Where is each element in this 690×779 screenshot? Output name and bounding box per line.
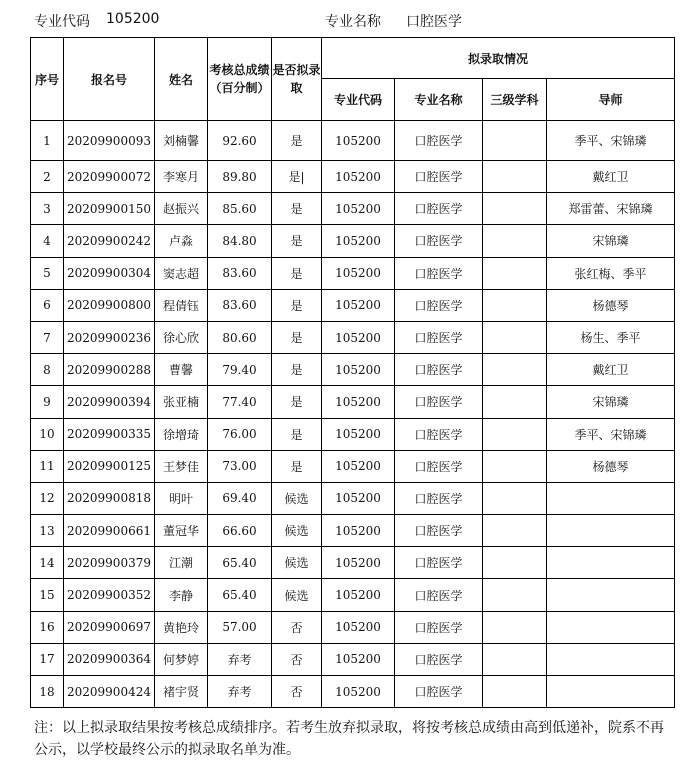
header-score: 考核总成绩（百分制）: [208, 38, 272, 121]
cell-seq: 1: [31, 121, 64, 161]
cell-sub-discipline: [483, 547, 547, 579]
cell-admitted: 是: [272, 321, 322, 353]
table-row: [31, 643, 675, 675]
cell-admitted: 是: [272, 289, 322, 321]
cell-major-code: 105200: [322, 225, 395, 257]
cell-seq: 5: [31, 257, 64, 289]
header-admitted: 是否拟录取: [272, 38, 322, 121]
table-row: [31, 289, 675, 321]
cell-admitted: 是: [272, 450, 322, 482]
cell-advisor: 张红梅、季平: [547, 257, 675, 289]
cell-admitted: 否: [272, 676, 322, 708]
cell-score: 80.60: [208, 321, 272, 353]
cell-sub-discipline: [483, 450, 547, 482]
cell-reg-no: 20209900242: [64, 225, 155, 257]
cell-score: 92.60: [208, 121, 272, 161]
cell-major-name: 口腔医学: [395, 193, 483, 225]
cell-name: 徐增琦: [155, 418, 208, 450]
table-row: [31, 321, 675, 353]
cell-seq: 3: [31, 193, 64, 225]
table-body: [31, 121, 675, 708]
cell-major-name: 口腔医学: [395, 321, 483, 353]
cell-advisor: 杨德琴: [547, 289, 675, 321]
cell-major-code: 105200: [322, 161, 395, 193]
cell-major-name: 口腔医学: [395, 482, 483, 514]
cell-advisor: [547, 547, 675, 579]
cell-advisor: 宋锦璘: [547, 386, 675, 418]
cell-seq: 14: [31, 547, 64, 579]
cell-advisor: [547, 515, 675, 547]
cell-seq: 17: [31, 643, 64, 675]
table-row: [31, 547, 675, 579]
header-advisor: 导师: [547, 79, 675, 121]
table-row: [31, 579, 675, 611]
cell-reg-no: 20209900424: [64, 676, 155, 708]
cell-reg-no: 20209900352: [64, 579, 155, 611]
cell-name: 张亚楠: [155, 386, 208, 418]
major-name-value: 口腔医学: [406, 14, 462, 30]
table-row: [31, 676, 675, 708]
footnote: 注：以上拟录取结果按考核总成绩排序。若考生放弃拟录取，将按考核总成绩由高到低递补，院系不再公示，以学校最终公示的拟录取名单为准。: [34, 720, 664, 758]
cell-sub-discipline: [483, 257, 547, 289]
cell-reg-no: 20209900661: [64, 515, 155, 547]
cell-major-code: 105200: [322, 643, 395, 675]
cell-sub-discipline: [483, 289, 547, 321]
cell-name: 窦志超: [155, 257, 208, 289]
cell-advisor: 季平、宋锦璘: [547, 418, 675, 450]
cell-major-code: 105200: [322, 482, 395, 514]
cell-seq: 18: [31, 676, 64, 708]
cell-sub-discipline: [483, 386, 547, 418]
cell-name: 王梦佳: [155, 450, 208, 482]
cell-reg-no: 20209900072: [64, 161, 155, 193]
cell-name: 程倩钰: [155, 289, 208, 321]
cell-seq: 4: [31, 225, 64, 257]
cell-major-name: 口腔医学: [395, 161, 483, 193]
cell-major-name: 口腔医学: [395, 354, 483, 386]
cell-reg-no: 20209900697: [64, 611, 155, 643]
cell-reg-no: 20209900800: [64, 289, 155, 321]
table-row: [31, 482, 675, 514]
cell-admitted: 候选: [272, 547, 322, 579]
cell-major-code: 105200: [322, 193, 395, 225]
cell-advisor: 杨德琴: [547, 450, 675, 482]
cell-name: 何梦婷: [155, 643, 208, 675]
cell-major-name: 口腔医学: [395, 121, 483, 161]
cell-reg-no: 20209900335: [64, 418, 155, 450]
cell-sub-discipline: [483, 611, 547, 643]
cell-major-code: 105200: [322, 579, 395, 611]
cell-reg-no: 20209900818: [64, 482, 155, 514]
document-header: [34, 11, 690, 31]
table-row: [31, 418, 675, 450]
cell-score: 57.00: [208, 611, 272, 643]
cell-advisor: [547, 676, 675, 708]
cell-advisor: 郑雷蕾、宋锦璘: [547, 193, 675, 225]
cell-seq: 7: [31, 321, 64, 353]
cell-admitted: 是: [272, 418, 322, 450]
cell-major-code: 105200: [322, 515, 395, 547]
table-row: [31, 225, 675, 257]
header-admission-group: 拟录取情况: [322, 38, 675, 79]
cell-name: 江潮: [155, 547, 208, 579]
cell-advisor: [547, 643, 675, 675]
table-row: [31, 386, 675, 418]
cell-seq: 9: [31, 386, 64, 418]
cell-major-name: 口腔医学: [395, 289, 483, 321]
cell-seq: 16: [31, 611, 64, 643]
cell-reg-no: 20209900236: [64, 321, 155, 353]
cell-sub-discipline: [483, 121, 547, 161]
cell-admitted: 是: [272, 121, 322, 161]
cell-major-code: 105200: [322, 418, 395, 450]
cell-name: 曹馨: [155, 354, 208, 386]
header-sub-discipline: 三级学科: [483, 79, 547, 121]
cell-admitted: 是: [272, 257, 322, 289]
header-major-code: 专业代码: [322, 79, 395, 121]
cell-admitted: 候选: [272, 515, 322, 547]
cell-score: 83.60: [208, 257, 272, 289]
table-row: [31, 257, 675, 289]
header-major-name: 专业名称: [395, 79, 483, 121]
cell-reg-no: 20209900364: [64, 643, 155, 675]
cell-admitted: 是: [272, 225, 322, 257]
cell-admitted: 候选: [272, 579, 322, 611]
cell-sub-discipline: [483, 161, 547, 193]
cell-seq: 6: [31, 289, 64, 321]
cell-admitted: 是: [272, 193, 322, 225]
cell-reg-no: 20209900125: [64, 450, 155, 482]
table-row: [31, 121, 675, 161]
cell-admitted: 否: [272, 611, 322, 643]
cell-sub-discipline: [483, 643, 547, 675]
cell-major-name: 口腔医学: [395, 418, 483, 450]
cell-name: 赵振兴: [155, 193, 208, 225]
cell-major-name: 口腔医学: [395, 547, 483, 579]
cell-sub-discipline: [483, 676, 547, 708]
cell-sub-discipline: [483, 515, 547, 547]
cell-score: 65.40: [208, 547, 272, 579]
cell-name: 董冠华: [155, 515, 208, 547]
table-row: [31, 450, 675, 482]
cell-score: 79.40: [208, 354, 272, 386]
cell-reg-no: 20209900093: [64, 121, 155, 161]
cell-major-code: 105200: [322, 354, 395, 386]
cell-admitted: 是: [272, 354, 322, 386]
cell-score: 77.40: [208, 386, 272, 418]
cell-major-name: 口腔医学: [395, 257, 483, 289]
cell-advisor: 杨生、季平: [547, 321, 675, 353]
cell-major-code: 105200: [322, 611, 395, 643]
cell-advisor: 宋锦璘: [547, 225, 675, 257]
cell-advisor: 戴红卫: [547, 354, 675, 386]
cell-major-code: 105200: [322, 450, 395, 482]
cell-advisor: 戴红卫: [547, 161, 675, 193]
major-code-label: 专业代码: [34, 14, 90, 30]
cell-score: 69.40: [208, 482, 272, 514]
cell-advisor: 季平、宋锦璘: [547, 121, 675, 161]
cell-reg-no: 20209900394: [64, 386, 155, 418]
cell-score: 84.80: [208, 225, 272, 257]
cell-admitted: 是|: [272, 161, 322, 193]
header-seq: 序号: [31, 38, 64, 121]
cell-advisor: [547, 482, 675, 514]
cell-major-code: 105200: [322, 321, 395, 353]
cell-name: 刘楠馨: [155, 121, 208, 161]
cell-major-code: 105200: [322, 676, 395, 708]
cell-score: 76.00: [208, 418, 272, 450]
cell-sub-discipline: [483, 225, 547, 257]
cell-seq: 13: [31, 515, 64, 547]
cell-name: 李寒月: [155, 161, 208, 193]
cell-sub-discipline: [483, 193, 547, 225]
cell-major-name: 口腔医学: [395, 643, 483, 675]
admission-table: [30, 37, 675, 708]
cell-sub-discipline: [483, 321, 547, 353]
cell-name: 黄艳玲: [155, 611, 208, 643]
cell-seq: 15: [31, 579, 64, 611]
major-name-label: 专业名称: [325, 14, 381, 30]
cell-major-code: 105200: [322, 386, 395, 418]
cell-major-name: 口腔医学: [395, 676, 483, 708]
cell-score: 弃考: [208, 643, 272, 675]
cell-name: 卢淼: [155, 225, 208, 257]
cell-sub-discipline: [483, 418, 547, 450]
cell-reg-no: 20209900150: [64, 193, 155, 225]
cell-name: 明叶: [155, 482, 208, 514]
cell-major-code: 105200: [322, 289, 395, 321]
cell-major-name: 口腔医学: [395, 386, 483, 418]
cell-score: 89.80: [208, 161, 272, 193]
cell-seq: 8: [31, 354, 64, 386]
major-code-value: 105200: [106, 11, 160, 27]
cell-score: 73.00: [208, 450, 272, 482]
table-row: [31, 193, 675, 225]
cell-advisor: [547, 611, 675, 643]
cell-major-name: 口腔医学: [395, 611, 483, 643]
cell-seq: 10: [31, 418, 64, 450]
cell-reg-no: 20209900288: [64, 354, 155, 386]
cell-reg-no: 20209900379: [64, 547, 155, 579]
table-row: [31, 161, 675, 193]
header-name: 姓名: [155, 38, 208, 121]
cell-name: 褚宇贤: [155, 676, 208, 708]
cell-seq: 12: [31, 482, 64, 514]
cell-seq: 2: [31, 161, 64, 193]
table-row: [31, 515, 675, 547]
cell-advisor: [547, 579, 675, 611]
cell-score: 83.60: [208, 289, 272, 321]
cell-score: 85.60: [208, 193, 272, 225]
cell-name: 李静: [155, 579, 208, 611]
cell-admitted: 候选: [272, 482, 322, 514]
cell-reg-no: 20209900304: [64, 257, 155, 289]
cell-major-code: 105200: [322, 121, 395, 161]
cell-sub-discipline: [483, 482, 547, 514]
table-row: [31, 611, 675, 643]
cell-seq: 11: [31, 450, 64, 482]
table-row: [31, 354, 675, 386]
cell-major-name: 口腔医学: [395, 515, 483, 547]
cell-major-name: 口腔医学: [395, 450, 483, 482]
cell-score: 65.40: [208, 579, 272, 611]
header-reg-no: 报名号: [64, 38, 155, 121]
cell-major-code: 105200: [322, 257, 395, 289]
cell-major-code: 105200: [322, 547, 395, 579]
cell-admitted: 是: [272, 386, 322, 418]
cell-sub-discipline: [483, 354, 547, 386]
cell-score: 66.60: [208, 515, 272, 547]
cell-sub-discipline: [483, 579, 547, 611]
cell-score: 弃考: [208, 676, 272, 708]
cell-major-name: 口腔医学: [395, 225, 483, 257]
cell-admitted: 否: [272, 643, 322, 675]
cell-name: 徐心欣: [155, 321, 208, 353]
cell-major-name: 口腔医学: [395, 579, 483, 611]
